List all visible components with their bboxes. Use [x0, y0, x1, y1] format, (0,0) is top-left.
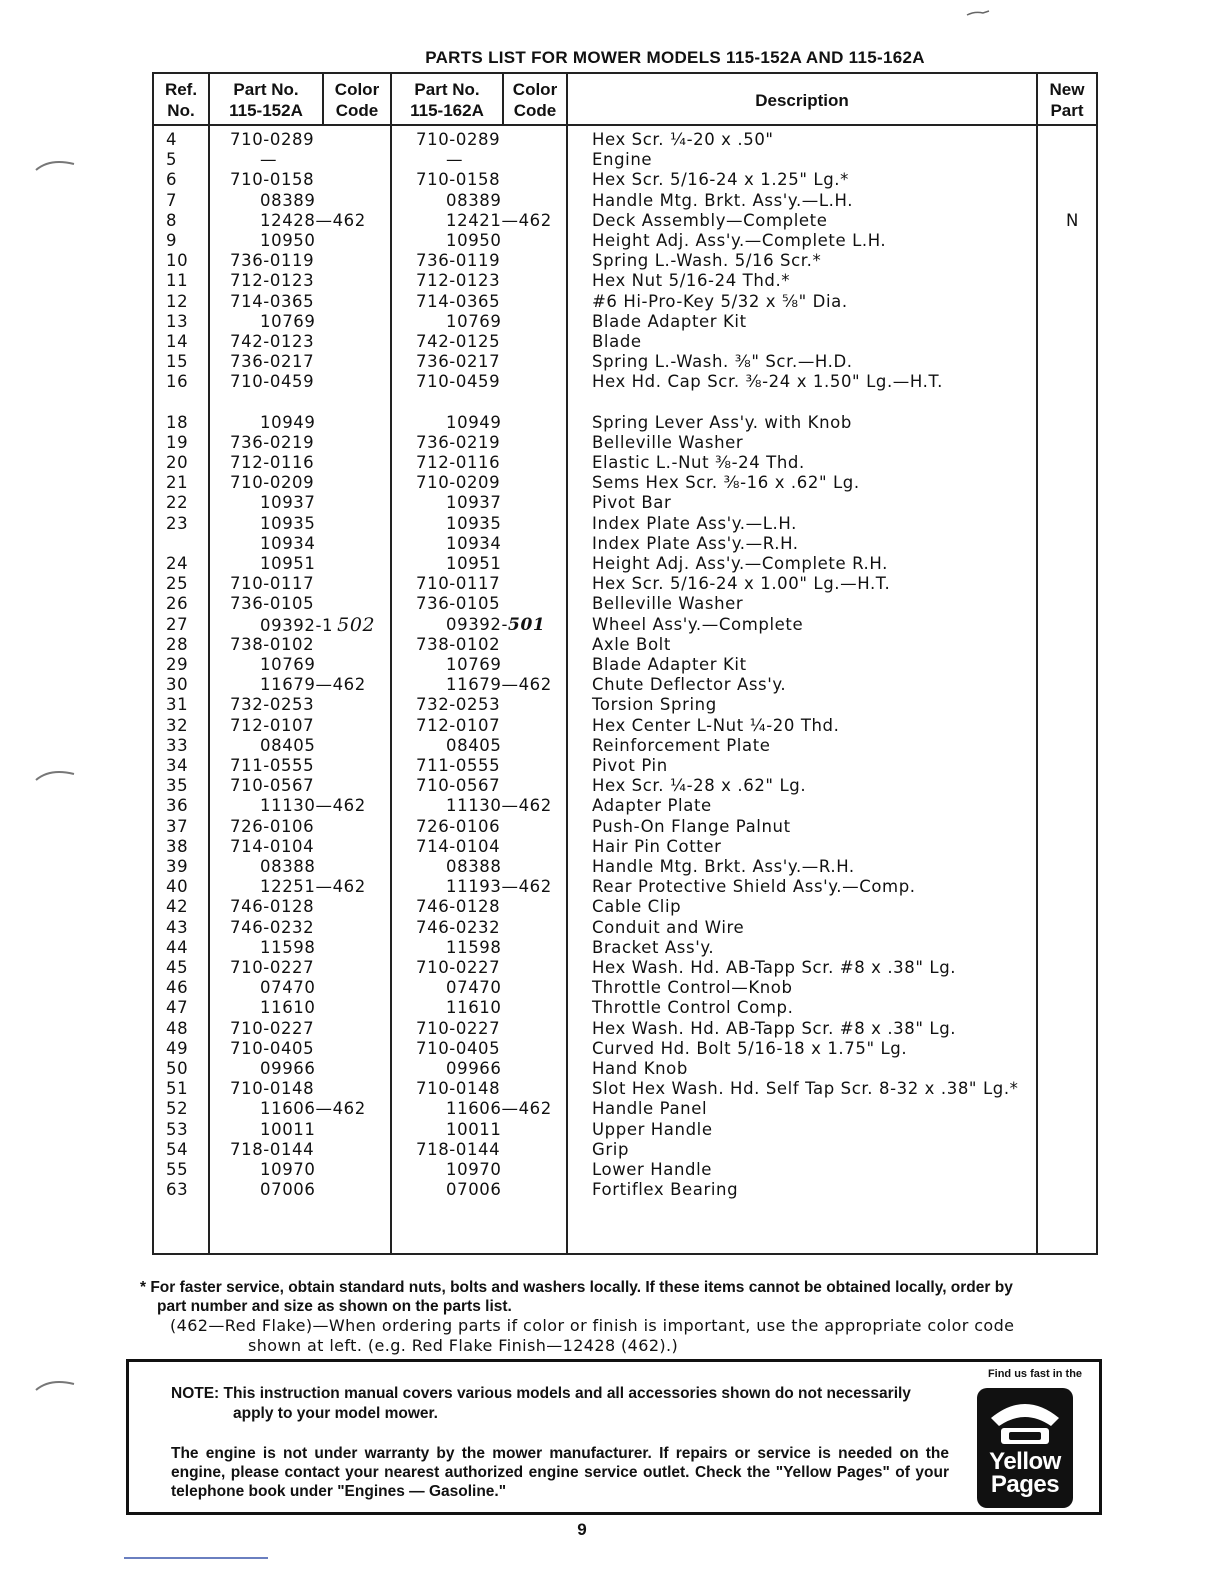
part-no-152a-cell: 10011	[260, 1119, 316, 1139]
description-cell: Hair Pin Cotter	[592, 836, 722, 856]
description-cell: Lower Handle	[592, 1160, 713, 1179]
yellow-pages-word1: Yellow	[989, 1448, 1061, 1475]
header-description: Description	[755, 90, 849, 110]
description-cell: Hex Scr. ¼-20 x .50"	[592, 130, 774, 149]
part-no-162a-cell: 07006	[446, 1180, 502, 1200]
ref-cell: 24	[166, 554, 189, 573]
yellow-pages-caption: Find us fast in the	[987, 1368, 1083, 1380]
part-no-152a-cell: 732-0253	[230, 695, 315, 715]
part-no-162a-cell: 710-0227	[416, 1018, 501, 1038]
ref-cell: 19	[166, 432, 189, 452]
table-row	[154, 675, 1096, 695]
description-cell: Elastic L.-Nut ⅜-24 Thd.	[592, 453, 805, 472]
table-row	[154, 453, 1096, 473]
part-no-152a-cell: 11598	[260, 937, 316, 957]
ref-cell: 26	[166, 594, 189, 614]
part-no-152a-cell: 07470	[260, 978, 316, 998]
parts-table	[152, 72, 1098, 1255]
ref-cell: 44	[166, 937, 189, 957]
table-row	[154, 756, 1096, 776]
part-no-152a-cell: 07006	[260, 1180, 316, 1200]
table-row	[154, 433, 1096, 453]
ref-cell: 15	[166, 352, 189, 372]
description-cell: Sems Hex Scr. ⅜-16 x .62" Lg.	[592, 473, 860, 493]
table-row	[154, 554, 1096, 574]
part-no-162a-cell: 10011	[446, 1119, 502, 1139]
part-no-152a-cell: 738-0102	[230, 634, 315, 654]
ref-cell: 29	[166, 655, 189, 674]
table-row	[154, 877, 1096, 897]
table-row	[154, 473, 1096, 493]
description-cell: Hex Center L-Nut ¼-20 Thd.	[592, 715, 840, 735]
table-row	[154, 1120, 1096, 1140]
description-cell: Belleville Washer	[592, 432, 744, 452]
table-row	[154, 534, 1096, 554]
table-row	[154, 211, 1096, 231]
ref-cell: 14	[166, 332, 189, 351]
part-no-162a-cell: 07470	[446, 978, 502, 998]
description-cell: Deck Assembly—Complete	[592, 210, 828, 230]
part-no-162a-cell: 736-0219	[416, 432, 501, 452]
part-no-162a-cell: 710-0117	[416, 574, 501, 594]
table-row	[154, 998, 1096, 1018]
part-no-162a-cell: 718-0144	[416, 1139, 501, 1159]
part-no-152a-cell: 10949	[260, 412, 316, 432]
description-cell: Throttle Control—Knob	[592, 978, 793, 998]
part-no-162a-cell: 10970	[446, 1160, 502, 1179]
ref-cell: 42	[166, 897, 189, 917]
table-row	[154, 130, 1096, 150]
ref-cell: 10	[166, 251, 189, 271]
ref-cell: 5	[166, 150, 178, 170]
part-no-152a-cell: 736-0219	[230, 432, 315, 452]
table-row	[154, 897, 1096, 917]
part-no-152a-cell: 710-0567	[230, 776, 315, 796]
part-no-162a-cell: 738-0102	[416, 634, 501, 654]
part-no-162a-cell: 11606—462	[446, 1099, 552, 1119]
ref-cell: 20	[166, 453, 189, 472]
part-no-152a-cell: 710-0209	[230, 473, 315, 493]
table-row	[154, 776, 1096, 796]
part-no-152a-cell: 09966	[260, 1059, 316, 1078]
table-row	[154, 1079, 1096, 1099]
part-no-162a-cell: 712-0123	[416, 271, 501, 291]
table-row	[154, 857, 1096, 877]
header-color-152a: Color Code	[334, 80, 380, 120]
ref-cell: 63	[166, 1180, 189, 1200]
part-no-162a-cell: 710-0405	[416, 1038, 501, 1058]
part-no-162a-cell: 11193—462	[446, 877, 552, 897]
description-cell: Bracket Ass'y.	[592, 937, 715, 957]
ref-cell: 40	[166, 877, 189, 897]
yellow-pages-word2: Pages	[990, 1471, 1060, 1498]
ref-cell: 12	[166, 291, 189, 311]
new-part-cell: N	[1066, 210, 1079, 230]
ref-cell: 43	[166, 917, 189, 937]
part-no-162a-cell: 710-0459	[416, 372, 501, 392]
binder-mark	[32, 1376, 78, 1392]
header-ref: Ref. No.	[164, 80, 198, 120]
description-cell: Curved Hd. Bolt 5/16-18 x 1.75" Lg.	[592, 1038, 908, 1058]
description-cell: Spring L.-Wash. ⅜" Scr.—H.D.	[592, 352, 853, 372]
description-cell: Pivot Pin	[592, 756, 668, 775]
table-row	[154, 655, 1096, 675]
part-no-162a-cell: 12421—462	[446, 210, 552, 230]
ref-cell: 11	[166, 271, 189, 291]
description-cell: Fortiflex Bearing	[592, 1180, 739, 1200]
part-no-152a-cell: 746-0232	[230, 917, 315, 937]
table-row	[154, 332, 1096, 352]
part-no-162a-cell: 714-0365	[416, 291, 501, 311]
table-row	[154, 1059, 1096, 1079]
table-row	[154, 695, 1096, 715]
description-cell: Handle Mtg. Brkt. Ass'y.—R.H.	[592, 857, 855, 876]
part-no-162a-cell: 736-0105	[416, 594, 501, 614]
part-no-162a-cell: 710-0289	[416, 130, 501, 149]
part-no-152a-cell: 08389	[260, 190, 316, 210]
binder-mark	[32, 156, 78, 172]
description-cell: Blade Adapter Kit	[592, 311, 747, 331]
table-row	[154, 716, 1096, 736]
ref-cell: 37	[166, 816, 189, 836]
part-no-162a-cell: 736-0119	[416, 251, 501, 271]
table-row	[154, 736, 1096, 756]
description-cell: Hex Scr. ¼-28 x .62" Lg.	[592, 776, 807, 796]
part-no-162a-cell: —	[446, 150, 464, 170]
part-no-152a-cell: 09392-1 502	[260, 613, 376, 636]
part-no-162a-cell: 10934	[446, 533, 502, 553]
header-part-152a: Part No. 115-152A	[229, 80, 303, 120]
description-cell: Index Plate Ass'y.—R.H.	[592, 533, 799, 553]
part-no-152a-cell: 712-0123	[230, 271, 315, 291]
color-code-note: (462—Red Flake)—When ordering parts if color or finish is important, use the appropriate color code shown at left. (e.g. Red Flake Finish—12428 (462).)	[170, 1316, 1015, 1355]
description-cell: Engine	[592, 150, 653, 170]
note-box	[126, 1359, 1102, 1515]
part-no-152a-cell: 10950	[260, 231, 316, 250]
header-color-162a: Color Code	[512, 80, 558, 120]
part-no-152a-cell: 736-0217	[230, 352, 315, 372]
part-no-162a-cell: 11679—462	[446, 675, 552, 695]
table-row	[154, 817, 1096, 837]
ref-cell: 22	[166, 493, 189, 513]
part-no-152a-cell: 710-0227	[230, 958, 315, 977]
table-row	[154, 796, 1096, 816]
description-cell: Hex Wash. Hd. AB-Tapp Scr. #8 x .38" Lg.	[592, 958, 957, 977]
description-cell: Hex Wash. Hd. AB-Tapp Scr. #8 x .38" Lg.	[592, 1018, 957, 1038]
ref-cell: 54	[166, 1139, 189, 1159]
description-cell: Handle Panel	[592, 1099, 708, 1119]
description-cell: Grip	[592, 1139, 630, 1159]
part-no-152a-cell: 08388	[260, 857, 316, 876]
part-no-152a-cell: 712-0116	[230, 453, 315, 472]
header-new-part: New Part	[1049, 80, 1085, 120]
part-no-152a-cell: 11610	[260, 998, 316, 1018]
table-row	[154, 312, 1096, 332]
table-row	[154, 170, 1096, 190]
description-cell: Upper Handle	[592, 1119, 713, 1139]
part-no-162a-cell: 11130—462	[446, 796, 552, 816]
description-cell: Rear Protective Shield Ass'y.—Comp.	[592, 877, 916, 897]
part-no-152a-cell: 710-0158	[230, 170, 315, 190]
ref-cell: 25	[166, 574, 189, 594]
ref-cell: 31	[166, 695, 189, 715]
description-cell: #6 Hi-Pro-Key 5/32 x ⅝" Dia.	[592, 291, 848, 311]
note-models: NOTE: This instruction manual covers various models and all accessories shown do not necessarily apply to your model mower.	[171, 1385, 911, 1422]
part-no-152a-cell: 11679—462	[260, 675, 366, 695]
ref-cell: 35	[166, 776, 189, 796]
ref-cell: 55	[166, 1160, 189, 1179]
part-no-152a-cell: 10935	[260, 513, 316, 533]
ref-cell: 32	[166, 715, 189, 735]
ref-cell: 21	[166, 473, 189, 493]
description-cell: Hex Hd. Cap Scr. ⅜-24 x 1.50" Lg.—H.T.	[592, 372, 944, 392]
part-no-162a-cell: 10949	[446, 412, 502, 432]
part-no-162a-cell: 10935	[446, 513, 502, 533]
table-row	[154, 1099, 1096, 1119]
part-no-162a-cell: 10937	[446, 493, 502, 513]
part-no-162a-cell: 746-0128	[416, 897, 501, 917]
ref-cell: 18	[166, 412, 189, 432]
table-row	[154, 271, 1096, 291]
bottom-rule	[124, 1557, 268, 1559]
table-row	[154, 1019, 1096, 1039]
description-cell: Hand Knob	[592, 1059, 688, 1078]
part-no-152a-cell: 11130—462	[260, 796, 366, 816]
description-cell: Chute Deflector Ass'y.	[592, 675, 787, 695]
table-row	[154, 918, 1096, 938]
part-no-162a-cell: 710-0209	[416, 473, 501, 493]
part-no-152a-cell: 12428—462	[260, 210, 366, 230]
ref-cell: 46	[166, 978, 189, 998]
description-cell: Conduit and Wire	[592, 917, 745, 937]
ref-cell: 30	[166, 675, 189, 695]
description-cell: Adapter Plate	[592, 796, 712, 816]
ref-cell: 28	[166, 634, 189, 654]
page-number: 9	[577, 1520, 587, 1539]
part-no-162a-cell: 710-0227	[416, 958, 501, 977]
description-cell: Axle Bolt	[592, 634, 671, 654]
table-row	[154, 1180, 1096, 1200]
part-no-162a-cell: 710-0148	[416, 1079, 501, 1099]
part-no-152a-cell: 10769	[260, 655, 316, 674]
part-no-162a-cell: 08389	[446, 190, 502, 210]
description-cell: Torsion Spring	[592, 695, 717, 715]
part-no-152a-cell: 714-0104	[230, 836, 315, 856]
part-no-162a-cell: 09966	[446, 1059, 502, 1078]
description-cell: Pivot Bar	[592, 493, 672, 513]
part-no-152a-cell: 10937	[260, 493, 316, 513]
table-row	[154, 231, 1096, 251]
table-row	[154, 413, 1096, 433]
table-row	[154, 958, 1096, 978]
part-no-152a-cell: 10970	[260, 1160, 316, 1179]
yellow-pages-logo	[977, 1388, 1073, 1508]
part-no-152a-cell: 08405	[260, 735, 316, 755]
part-no-152a-cell: 710-0289	[230, 130, 315, 149]
table-row	[154, 372, 1096, 392]
description-cell: Handle Mtg. Brkt. Ass'y.—L.H.	[592, 190, 854, 210]
description-cell: Height Adj. Ass'y.—Complete L.H.	[592, 231, 887, 250]
part-no-162a-cell: 732-0253	[416, 695, 501, 715]
page-title: PARTS LIST FOR MOWER MODELS 115-152A AND 115-162A	[425, 48, 925, 67]
part-no-152a-cell: 710-0117	[230, 574, 315, 594]
part-no-152a-cell: 712-0107	[230, 715, 315, 735]
table-row	[154, 514, 1096, 534]
description-cell: Blade Adapter Kit	[592, 655, 747, 674]
part-no-162a-cell: 09392-501	[446, 614, 546, 635]
part-no-152a-cell: 10934	[260, 533, 316, 553]
part-no-152a-cell: 10769	[260, 311, 316, 331]
ref-cell: 34	[166, 756, 189, 775]
ref-cell: 52	[166, 1099, 189, 1119]
table-row	[154, 635, 1096, 655]
part-no-152a-cell: 11606—462	[260, 1099, 366, 1119]
part-no-162a-cell: 710-0567	[416, 776, 501, 796]
header-part-162a: Part No. 115-162A	[410, 80, 484, 120]
table-row	[154, 978, 1096, 998]
table-row	[154, 594, 1096, 614]
handwritten-suffix: 501	[508, 614, 546, 635]
description-cell: Slot Hex Wash. Hd. Self Tap Scr. 8-32 x .38" Lg.*	[592, 1079, 1019, 1099]
table-row	[154, 292, 1096, 312]
part-no-162a-cell: 726-0106	[416, 816, 501, 836]
ref-cell: 47	[166, 998, 189, 1018]
description-cell: Hex Scr. 5/16-24 x 1.25" Lg.*	[592, 170, 849, 190]
table-row	[154, 493, 1096, 513]
table-row	[154, 837, 1096, 857]
telephone-icon	[987, 1396, 1063, 1448]
ref-cell: 8	[166, 210, 178, 230]
binder-mark	[32, 766, 78, 782]
ref-cell: 9	[166, 231, 178, 250]
part-no-162a-cell: 711-0555	[416, 756, 501, 775]
description-cell: Reinforcement Plate	[592, 735, 771, 755]
table-row	[154, 938, 1096, 958]
ref-cell: 6	[166, 170, 178, 190]
table-row	[154, 1039, 1096, 1059]
ref-cell: 27	[166, 614, 189, 634]
table-row	[154, 150, 1096, 170]
part-no-152a-cell: 710-0227	[230, 1018, 315, 1038]
part-no-162a-cell: 10769	[446, 311, 502, 331]
table-row	[154, 1140, 1096, 1160]
part-no-152a-cell: 736-0105	[230, 594, 315, 614]
table-row	[154, 615, 1096, 635]
part-no-162a-cell: 11598	[446, 937, 502, 957]
ref-cell: 53	[166, 1119, 189, 1139]
scan-mark	[965, 4, 995, 23]
description-cell: Push-On Flange Palnut	[592, 816, 791, 836]
description-cell: Cable Clip	[592, 897, 682, 917]
footnote: * For faster service, obtain standard nuts, bolts and washers locally. If these items cannot be obtained locally, order by part number and size as shown on the parts list.	[140, 1279, 1013, 1315]
ref-cell: 7	[166, 190, 178, 210]
table-row	[154, 574, 1096, 594]
part-no-152a-cell: 746-0128	[230, 897, 315, 917]
description-cell: Belleville Washer	[592, 594, 744, 614]
ref-cell: 16	[166, 372, 189, 392]
ref-cell: 36	[166, 796, 189, 816]
part-no-162a-cell: 742-0125	[416, 332, 501, 351]
part-no-152a-cell: 12251—462	[260, 877, 366, 897]
part-no-162a-cell: 11610	[446, 998, 502, 1018]
ref-cell: 23	[166, 513, 189, 533]
ref-cell: 48	[166, 1018, 189, 1038]
description-cell: Height Adj. Ass'y.—Complete R.H.	[592, 554, 888, 573]
ref-cell: 38	[166, 836, 189, 856]
description-cell: Index Plate Ass'y.—L.H.	[592, 513, 797, 533]
part-no-152a-cell: 736-0119	[230, 251, 315, 271]
part-no-162a-cell: 08388	[446, 857, 502, 876]
table-row	[154, 191, 1096, 211]
note-engine-warranty: The engine is not under warranty by the mower manufacturer. If repairs or service is needed on the engine, please contact your nearest authorized engine service outlet. Check the "Yellow Pages" of your telephone book under "Engines — Gasoline."	[171, 1445, 949, 1500]
ref-cell: 39	[166, 857, 189, 876]
part-no-152a-cell: 742-0123	[230, 332, 315, 351]
part-no-162a-cell: 10769	[446, 655, 502, 674]
description-cell: Hex Nut 5/16-24 Thd.*	[592, 271, 791, 291]
part-no-152a-cell: 10951	[260, 554, 316, 573]
ref-cell: 50	[166, 1059, 189, 1078]
part-no-162a-cell: 10950	[446, 231, 502, 250]
description-cell: Wheel Ass'y.—Complete	[592, 614, 804, 634]
part-no-162a-cell: 714-0104	[416, 836, 501, 856]
table-row	[154, 251, 1096, 271]
description-cell: Hex Scr. 5/16-24 x 1.00" Lg.—H.T.	[592, 574, 891, 594]
part-no-152a-cell: 718-0144	[230, 1139, 315, 1159]
ref-cell: 49	[166, 1038, 189, 1058]
ref-cell: 13	[166, 311, 189, 331]
part-no-152a-cell: 726-0106	[230, 816, 315, 836]
ref-cell: 4	[166, 130, 178, 149]
ref-cell: 45	[166, 958, 189, 977]
part-no-162a-cell: 736-0217	[416, 352, 501, 372]
part-no-162a-cell: 710-0158	[416, 170, 501, 190]
part-no-152a-cell: 714-0365	[230, 291, 315, 311]
part-no-152a-cell: 711-0555	[230, 756, 315, 775]
description-cell: Blade	[592, 332, 642, 351]
description-cell: Spring L.-Wash. 5/16 Scr.*	[592, 251, 822, 271]
table-row	[154, 1160, 1096, 1180]
part-no-162a-cell: 746-0232	[416, 917, 501, 937]
part-no-152a-cell: 710-0148	[230, 1079, 315, 1099]
part-no-162a-cell: 08405	[446, 735, 502, 755]
description-cell: Spring Lever Ass'y. with Knob	[592, 412, 852, 432]
ref-cell: 51	[166, 1079, 189, 1099]
part-no-152a-cell: 710-0405	[230, 1038, 315, 1058]
handwritten-suffix: 502	[337, 613, 376, 636]
part-no-162a-cell: 712-0116	[416, 453, 501, 472]
part-no-162a-cell: 10951	[446, 554, 502, 573]
part-no-152a-cell: —	[260, 150, 278, 170]
ref-cell: 33	[166, 735, 189, 755]
part-no-162a-cell: 712-0107	[416, 715, 501, 735]
description-cell: Throttle Control Comp.	[592, 998, 794, 1018]
part-no-152a-cell: 710-0459	[230, 372, 315, 392]
table-row	[154, 352, 1096, 372]
